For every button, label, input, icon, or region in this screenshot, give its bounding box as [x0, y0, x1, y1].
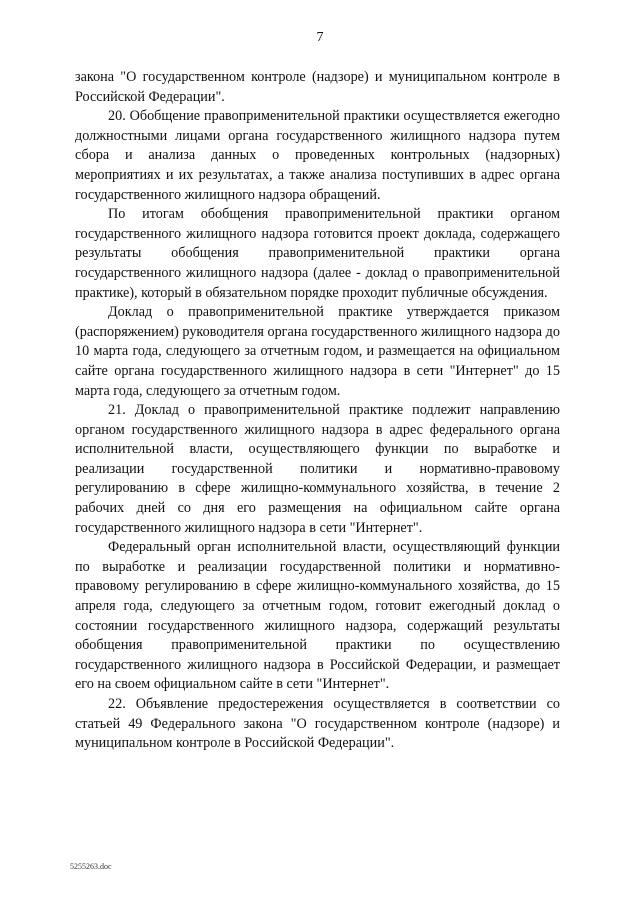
paragraph-federal-report: Федеральный орган исполнительной власти, осуществляющий функции по выработке и реализации государственной политики и нормативно-правовому регулированию в сфере жилищно-коммунального хозяйства, до 15 апреля года, следующего за отчетным годом, готовит ежегодный доклад о состоянии государственного жилищного надзора, содержащий результаты обобщения правоприменительной практики по осуществлению государственного жилищного надзора в Российской Федерации, и размещает его на своем официальном сайте в сети "Интернет".	[75, 539, 560, 693]
page-number: 7	[316, 30, 324, 45]
document-body	[75, 68, 560, 754]
paragraph-item-22: 22. Объявление предостережения осуществляется в соответствии со статьей 49 Федерального закона "О государственном контроле (надзоре) и муниципальном контроле в Российской Федерации".	[75, 696, 560, 752]
paragraph-item-20: 20. Обобщение правоприменительной практики осуществляется ежегодно должностными лицами органа государственного жилищного надзора путем сбора и анализа данных о проведенных контрольных (надзорных) мероприятиях и их результатах, а также анализа поступивших в адрес органа государственного жилищного надзора обращений.	[75, 108, 560, 203]
paragraph-item-21: 21. Доклад о правоприменительной практике подлежит направлению органом государственного жилищного надзора в адрес федерального органа исполнительной власти, осуществляющего функции по выработке и реализации государственной политики и нормативно-правовому регулированию в сфере жилищно-коммунального хозяйства, в течение 2 рабочих дней со дня его размещения на официальном сайте органа государственного жилищного надзора в сети "Интернет".	[75, 402, 560, 536]
paragraph-continuation: закона "О государственном контроле (надзоре) и муниципальном контроле в Российской Федерации".	[75, 69, 560, 105]
document-code: 5255263.doc	[70, 862, 112, 871]
paragraph-report-approval: Доклад о правоприменительной практике утверждается приказом (распоряжением) руководителя органа государственного жилищного надзора до 10 марта года, следующего за отчетным годом, и размещается на официальном сайте органа государственного жилищного надзора в сети "Интернет" до 15 марта года, следующего за отчетным годом.	[75, 304, 560, 399]
paragraph-report-draft: По итогам обобщения правоприменительной практики органом государственного жилищного надзора готовится проект доклада, содержащего результаты обобщения правоприменительной практики органа государственного жилищного надзора (далее - доклад о правоприменительной практике), который в обязательном порядке проходит публичные обсуждения.	[75, 206, 560, 301]
